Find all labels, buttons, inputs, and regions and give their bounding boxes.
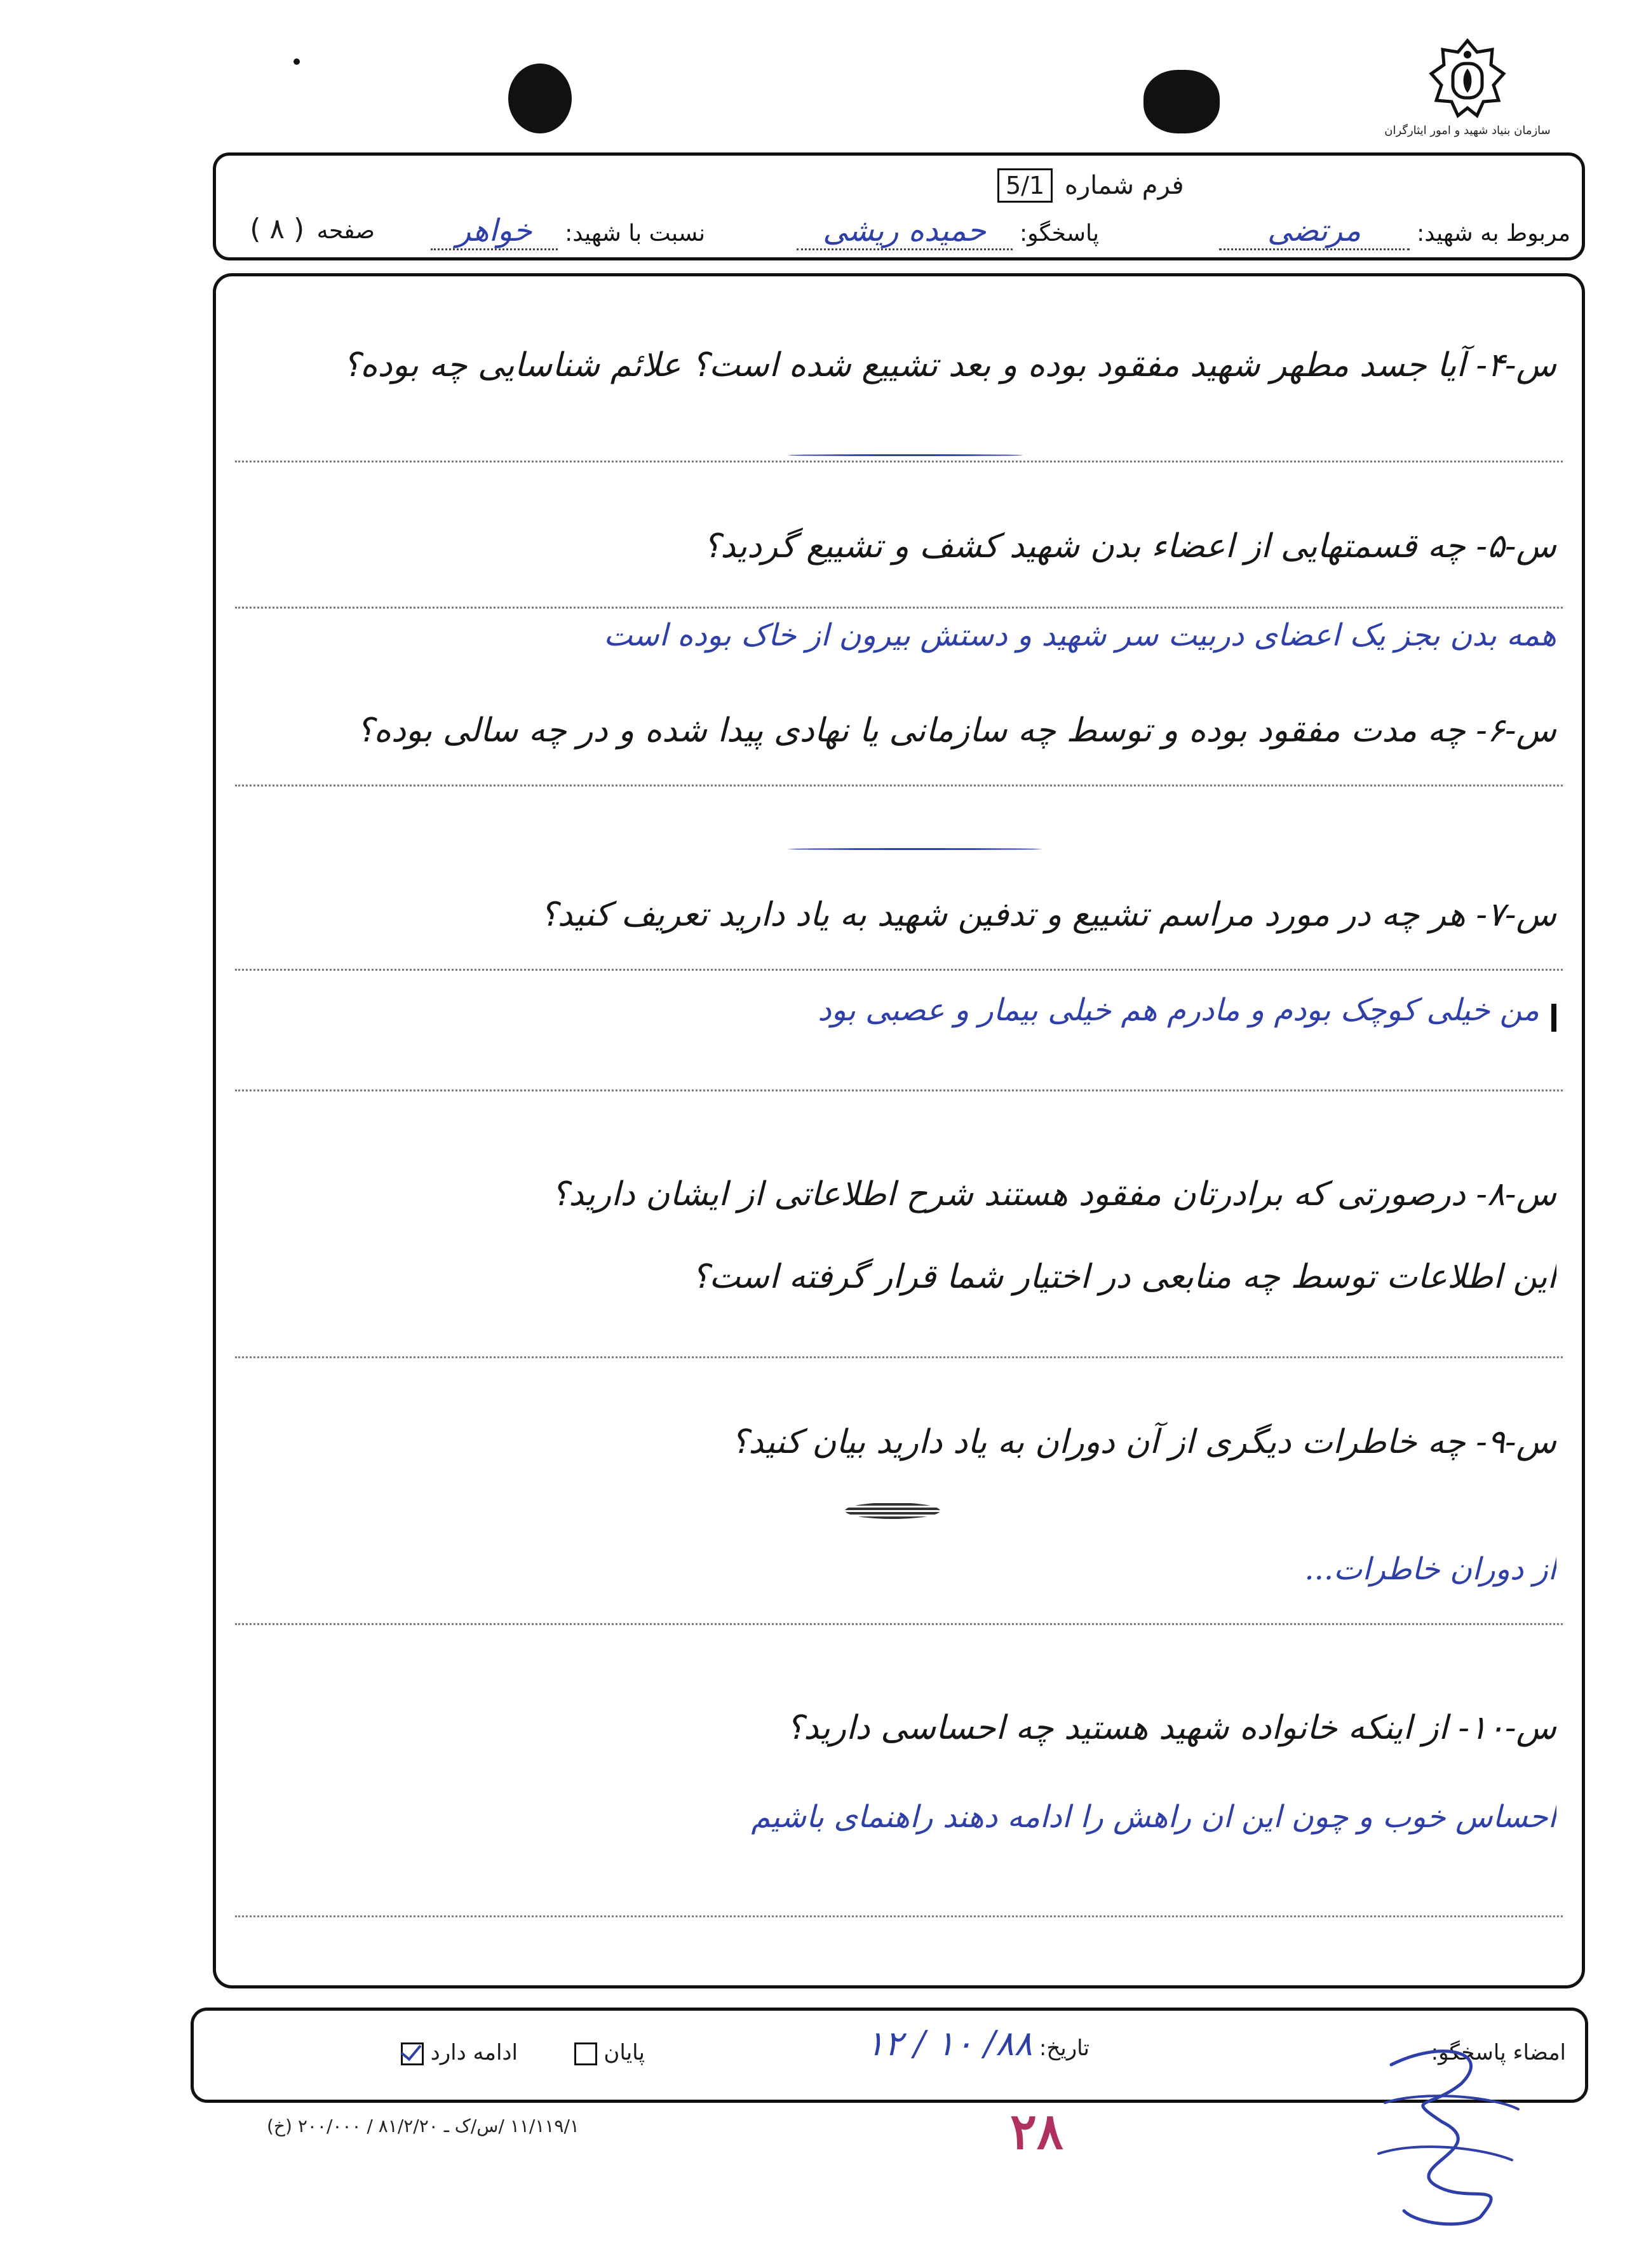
answer-10	[241, 1788, 1556, 1846]
print-code: ۱۱/۱۱۹/۱ /س/ک ـ ۸۱/۲/۲۰ / ۲۰۰/۰۰۰ (خ)	[267, 2116, 579, 2136]
continue-checkbox[interactable]	[401, 2042, 424, 2065]
handwritten-signature	[1366, 2027, 1531, 2236]
pen-stroke	[788, 848, 1042, 850]
bullet-mark	[1551, 1004, 1556, 1032]
question-8-continued	[241, 1248, 1556, 1306]
scribble-mark	[845, 1502, 940, 1519]
question-9	[241, 1414, 1556, 1471]
question-6-text: س-۶- چه مدت مفقود بوده و توسط چه سازمانی یا نهادی پیدا شده و در چه سالی بوده؟	[356, 712, 1556, 750]
date-label: تاریخ:	[1039, 2035, 1089, 2061]
questions-box	[213, 273, 1585, 1988]
question-6	[241, 702, 1556, 759]
signature-label: امضاء پاسخگو:	[1431, 2040, 1566, 2065]
respondent-label: پاسخگو:	[1020, 220, 1099, 246]
respondent-value: حمیده ریشی	[797, 213, 1013, 250]
respondent-field	[797, 213, 1099, 251]
relation-value: خواهر	[431, 213, 558, 250]
form-number-value: 5/1	[997, 168, 1053, 203]
speck	[293, 58, 300, 65]
related-martyr-value: مرتضی	[1219, 213, 1410, 250]
relation-label: نسبت با شهید:	[565, 220, 705, 246]
related-martyr-label: مربوط به شهید:	[1417, 220, 1570, 246]
relation-field	[431, 213, 705, 251]
guide-line	[235, 1623, 1563, 1625]
date-value: ۸۸/ ۱۰ / ۱۲	[866, 2023, 1033, 2063]
end-checkbox[interactable]	[574, 2042, 597, 2065]
header-box	[213, 152, 1585, 260]
continue-label: ادامه دارد	[430, 2040, 518, 2065]
guide-line	[235, 785, 1563, 786]
guide-line	[235, 461, 1563, 462]
question-9-text: س-۹- چه خاطرات دیگری از آن دوران به یاد دارید بیان کنید؟	[731, 1423, 1556, 1461]
question-7	[241, 886, 1556, 943]
emblem-icon	[1426, 38, 1509, 121]
page-label: صفحه	[316, 218, 375, 244]
question-8-text: س-۸- درصورتی که برادرتان مفقود هستند شرح اطلاعاتی از ایشان دارید؟	[551, 1175, 1556, 1213]
end-checkbox-field[interactable]	[569, 2040, 645, 2065]
page-field	[250, 213, 375, 251]
date-field	[866, 2023, 1089, 2063]
continue-checkbox-field[interactable]	[396, 2040, 518, 2065]
punch-hole-right	[1143, 70, 1220, 133]
form-number-label: فرم شماره	[1064, 171, 1184, 200]
organization-logo	[1372, 38, 1563, 165]
answer-9	[915, 1541, 1556, 1598]
question-8	[241, 1166, 1556, 1223]
answer-7	[241, 982, 1556, 1039]
answer-9-text: از دوران خاطرات...	[1304, 1551, 1556, 1587]
question-5	[241, 518, 1556, 575]
end-label: پایان	[604, 2040, 645, 2065]
related-martyr-field	[1219, 213, 1570, 251]
guide-line	[235, 1356, 1563, 1358]
form-number	[997, 168, 1184, 203]
question-7-text: س-۷- هر چه در مورد مراسم تشییع و تدفین شهید به یاد دارید تعریف کنید؟	[540, 896, 1556, 934]
organization-name: سازمان بنیاد شهید و امور ایثارگران	[1384, 124, 1551, 137]
punch-hole-left	[508, 64, 572, 133]
question-8-text-2: این اطلاعات توسط چه منابعی در اختیار شما قرار گرفته است؟	[691, 1258, 1556, 1296]
question-4-text: س-۴- آیا جسد مطهر شهید مفقود بوده و بعد تشییع شده است؟ علائم شناسایی چه بوده؟	[342, 346, 1556, 384]
guide-line	[235, 1090, 1563, 1091]
answer-5	[241, 607, 1556, 664]
page-value: ( ۸ )	[250, 213, 305, 245]
guide-line	[235, 1915, 1563, 1917]
guide-line	[235, 969, 1563, 971]
question-4	[241, 337, 1556, 394]
question-10	[241, 1699, 1556, 1757]
answer-7-text: من خیلی کوچک بودم و مادرم هم خیلی بیمار و عصبی بود	[818, 992, 1539, 1028]
question-10-text: س-۱۰- از اینکه خانواده شهید هستید چه احساسی دارید؟	[786, 1709, 1556, 1747]
question-5-text: س-۵- چه قسمتهایی از اعضاء بدن شهید کشف و تشییع گردید؟	[703, 527, 1556, 565]
answer-5-text: همه بدن بجز یک اعضای دربیت سر شهید و دستش بیرون از خاک بوده است	[604, 618, 1556, 653]
pen-stroke	[788, 454, 1023, 456]
answer-10-text: احساس خوب و چون این ان راهش را ادامه دهند راهنمای باشیم	[751, 1799, 1556, 1835]
handwritten-page-number: ۲۸	[1010, 2103, 1063, 2161]
